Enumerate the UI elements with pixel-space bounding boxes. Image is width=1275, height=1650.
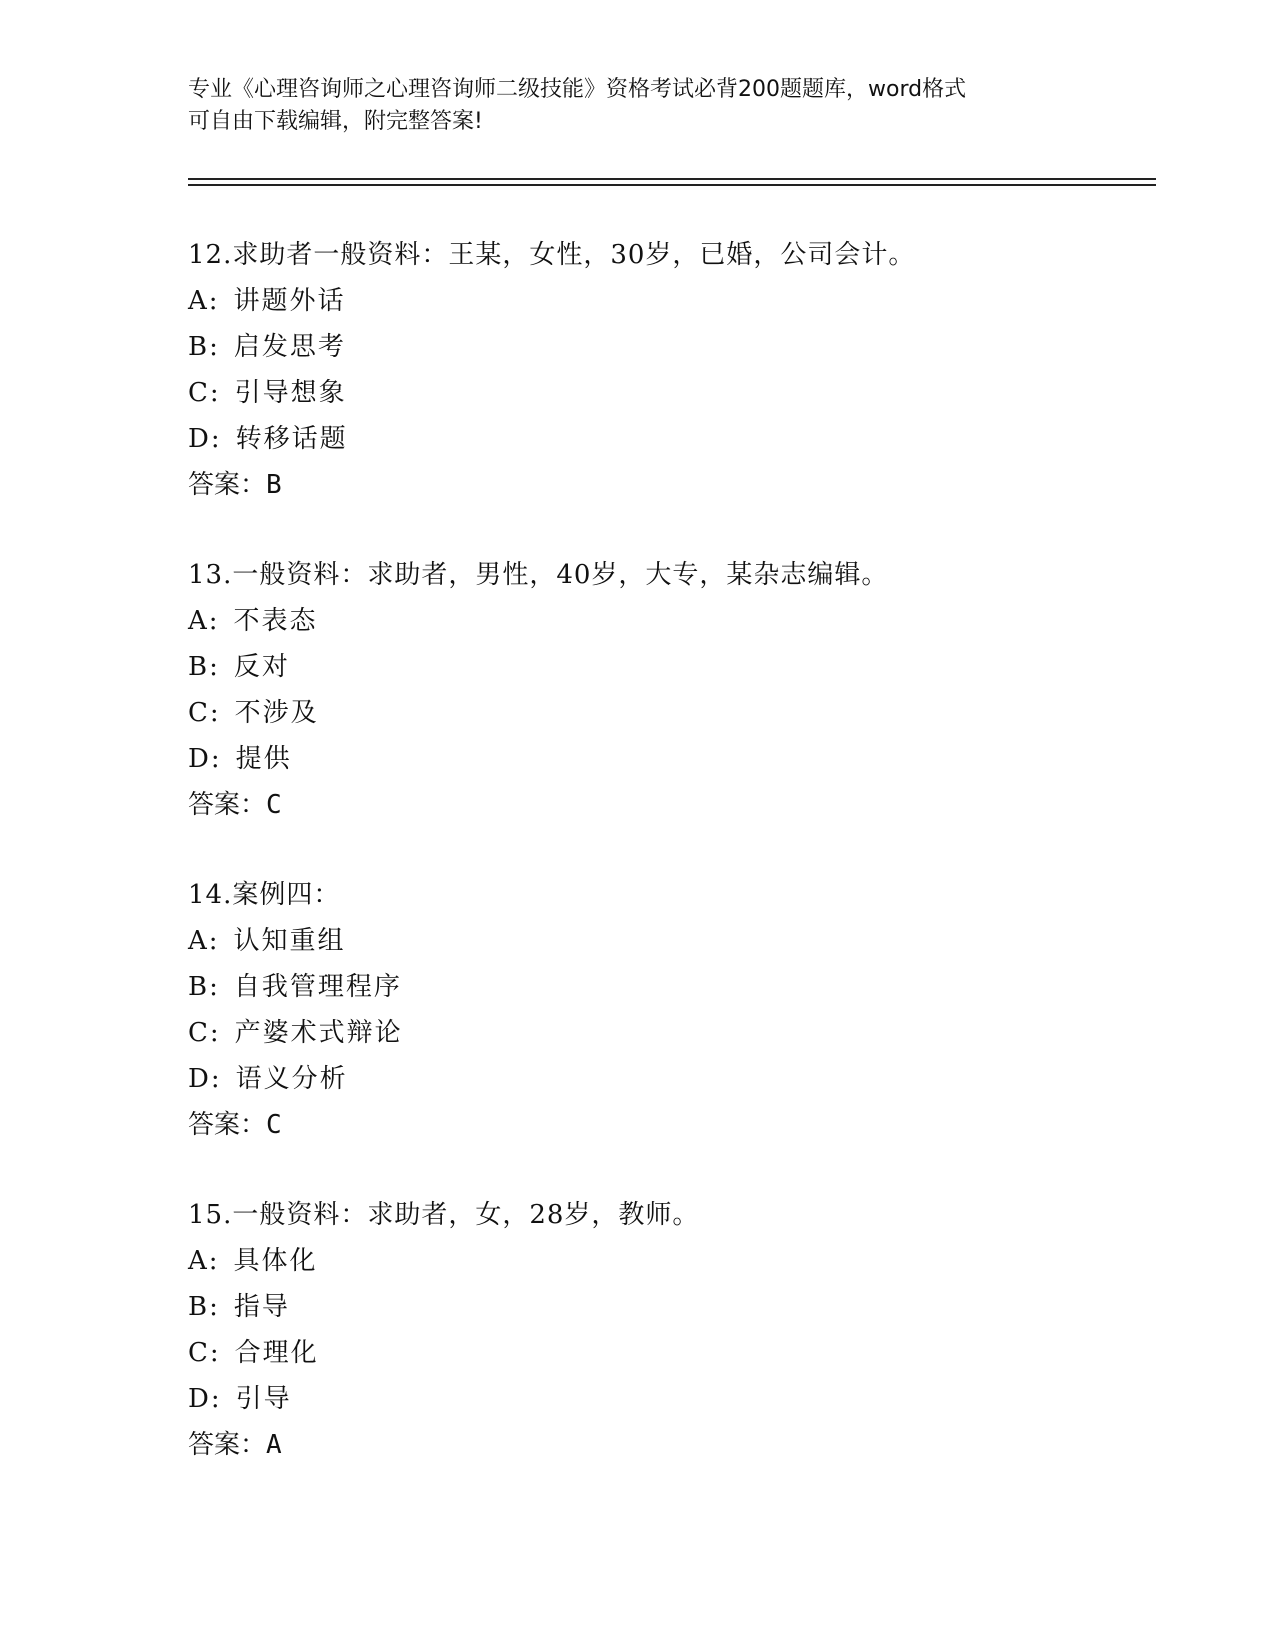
option-c [188,1010,1128,1056]
answer-line [188,462,1128,508]
option-letter: D: [188,424,222,454]
answer-line [188,782,1128,828]
question-stem: 15.一般资料：求助者，女，28岁，教师。 [188,1200,700,1230]
option-text: 合理化 [234,1338,319,1368]
option-letter: D: [188,1384,222,1414]
option-c [188,1330,1128,1376]
option-d [188,416,1128,462]
answer-label: 答案： [188,1430,267,1460]
option-b [188,644,1128,690]
option-letter: C: [188,698,221,728]
option-text: 认知重组 [233,926,346,956]
option-a [188,1238,1128,1284]
option-text: 转移话题 [235,424,348,454]
answer-label: 答案： [188,790,267,820]
option-letter: A: [188,606,220,636]
option-d [188,1376,1128,1422]
header-line-1: 专业《心理咨询师之心理咨询师二级技能》资格考试必背200题题库，word格式 [188,77,967,102]
answer-value: A [266,1430,282,1460]
question-stem: 13.一般资料：求助者，男性，40岁，大专，某杂志编辑。 [188,560,889,590]
option-b [188,324,1128,370]
option-text: 语义分析 [235,1064,348,1094]
option-d [188,736,1128,782]
option-text: 启发思考 [233,332,346,362]
option-a [188,918,1128,964]
answer-label: 答案： [188,470,267,500]
option-letter: A: [188,926,220,956]
header-divider-top [188,178,1156,180]
answer-value: B [266,470,282,500]
option-letter: C: [188,1018,221,1048]
question-stem: 14.案例四： [188,880,341,910]
document-header [188,74,1088,138]
header-line-2: 可自由下载编辑，附完整答案! [188,109,483,134]
question-block [188,872,1128,1148]
option-text: 讲题外话 [233,286,346,316]
header-divider-bottom [188,184,1156,186]
question-block [188,232,1128,508]
option-a [188,598,1128,644]
option-d [188,1056,1128,1102]
option-letter: C: [188,378,221,408]
answer-label: 答案： [188,1110,267,1140]
answer-value: C [266,790,282,820]
question-stem: 12.求助者一般资料：王某，女性，30岁，已婚，公司会计。 [188,240,916,270]
option-letter: B: [188,652,220,682]
option-letter: C: [188,1338,221,1368]
option-letter: B: [188,332,220,362]
option-letter: D: [188,1064,222,1094]
question-block [188,1192,1128,1468]
option-text: 不涉及 [234,698,319,728]
option-text: 引导想象 [234,378,347,408]
option-letter: B: [188,972,220,1002]
option-c [188,690,1128,736]
option-b [188,964,1128,1010]
answer-line [188,1422,1128,1468]
option-letter: A: [188,286,220,316]
option-c [188,370,1128,416]
option-b [188,1284,1128,1330]
option-letter: D: [188,744,222,774]
option-text: 不表态 [233,606,318,636]
option-text: 产婆术式辩论 [234,1018,403,1048]
option-letter: A: [188,1246,220,1276]
option-text: 引导 [235,1384,292,1414]
option-text: 提供 [235,744,292,774]
option-a [188,278,1128,324]
option-text: 自我管理程序 [233,972,402,1002]
answer-value: C [266,1110,282,1140]
answer-line [188,1102,1128,1148]
option-text: 指导 [233,1292,290,1322]
option-text: 具体化 [233,1246,318,1276]
option-letter: B: [188,1292,220,1322]
option-text: 反对 [233,652,290,682]
question-block [188,552,1128,828]
